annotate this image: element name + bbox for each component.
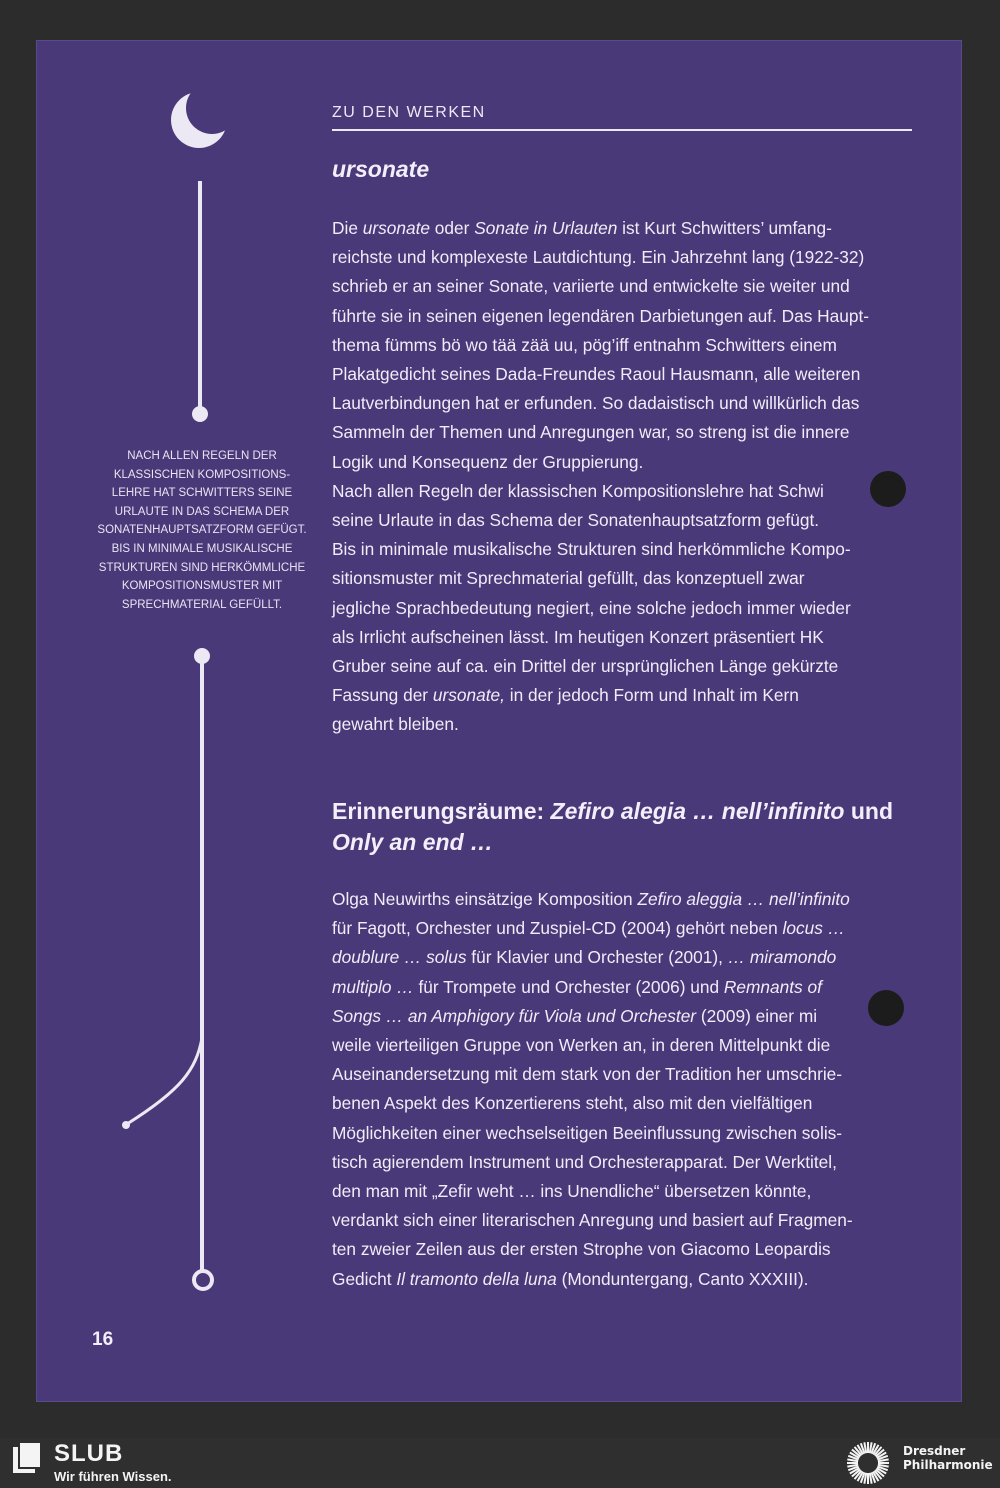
- text-run: den man mit „Zefir weht … ins Unendliche“ übersetzen könnte,: [332, 1181, 812, 1202]
- text-run: ten zweier Zeilen aus der ersten Strophe von Giacomo Leopardis: [332, 1239, 831, 1260]
- italic-text: ursonate,: [432, 685, 505, 706]
- italic-text: multiplo …: [332, 976, 414, 997]
- text-line: [332, 477, 914, 506]
- header-divider: [332, 129, 912, 131]
- crescent-moon-icon: [171, 82, 238, 148]
- text-line: [332, 448, 914, 477]
- footer-bar: [0, 1438, 1000, 1488]
- text-run: Logik und Konsequenz der Gruppierung.: [332, 451, 644, 472]
- timeline-node: [192, 406, 208, 422]
- italic-text: Songs … an Amphigory für Viola und Orchester: [332, 1005, 697, 1026]
- text-run: (2009) einer mi: [696, 1005, 818, 1026]
- text-run: Gruber seine auf ca. ein Drittel der ursprünglichen Länge gekürzte: [332, 656, 839, 677]
- text-run: Lautverbindungen hat er erfunden. So dadaistisch und willkürlich das: [332, 393, 860, 414]
- text-line: [332, 1206, 914, 1235]
- partner-name-line: Philharmonie: [903, 1458, 993, 1472]
- text-run: (Monduntergang, Canto XXXIII).: [556, 1268, 809, 1289]
- text-line: [332, 564, 914, 593]
- italic-text: ursonate: [362, 218, 430, 238]
- text-line: [332, 302, 914, 331]
- text-run: tisch agierendem Instrument und Orchesterapparat. Der Werktitel,: [332, 1151, 837, 1172]
- timeline-end-ring: [194, 1271, 212, 1289]
- ursonate-paragraph: [332, 214, 914, 740]
- text-run: für Trompete und Orchester (2006) und: [413, 976, 724, 997]
- text-run: als Irrlicht aufscheinen lässt. Im heutigen Konzert präsentiert HK: [332, 626, 824, 647]
- text-line: [332, 389, 914, 418]
- italic-text: locus …: [782, 918, 845, 939]
- punch-hole: [868, 990, 904, 1026]
- side-note-line: URLAUTE IN DAS SCHEMA DER: [114, 505, 290, 518]
- text-line: [332, 1031, 914, 1060]
- text-run: jegliche Sprachbedeutung negiert, eine solche jedoch immer wieder: [332, 597, 851, 618]
- text-line: [332, 331, 914, 360]
- text-line: [332, 272, 914, 301]
- text-run: sitionsmuster mit Sprechmaterial gefüllt, das konzeptuell zwar: [332, 568, 805, 589]
- text-run: benen Aspekt des Konzertierens steht, also mit den vielfältigen: [332, 1093, 813, 1114]
- text-run: Bis in minimale musikalische Strukturen sind herkömmliche Kompo-: [332, 539, 851, 560]
- page-number: 16: [92, 1329, 114, 1350]
- text-line: [332, 1177, 914, 1206]
- text-run: oder: [430, 218, 475, 238]
- title-line: [332, 796, 932, 827]
- text-run: gewahrt bleiben.: [332, 714, 459, 735]
- italic-text: Sonate in Urlauten: [474, 218, 618, 238]
- text-line: [332, 594, 914, 623]
- text-run: Olga Neuwirths einsätzige Komposition: [332, 889, 638, 909]
- italic-text: … miramondo: [727, 947, 837, 968]
- text-run: Plakatgedicht seines Dada-Freundes Raoul Hausmann, alle weiteren: [332, 364, 861, 385]
- text-line: [332, 214, 914, 243]
- text-line: [332, 506, 914, 535]
- timeline-branch-node: [122, 1121, 130, 1129]
- side-note-line: KOMPOSITIONSMUSTER MIT: [121, 580, 283, 593]
- italic-text: Il tramonto della luna: [396, 1268, 557, 1289]
- text-line: [332, 1235, 914, 1264]
- partner-name-line: Dresdner: [903, 1444, 966, 1458]
- text-line: [332, 1060, 914, 1089]
- text-run: verdankt sich einer literarischen Anregung und basiert auf Fragmen-: [332, 1210, 853, 1231]
- text-run: seine Urlaute in das Schema der Sonatenhauptsatzform gefügt.: [332, 510, 820, 531]
- text-line: [332, 885, 914, 914]
- text-run: und: [844, 798, 894, 824]
- text-line: [332, 243, 914, 272]
- side-note-line: BIS IN MINIMALE MUSIKALISCHE: [111, 542, 293, 555]
- side-note-line: NACH ALLEN REGELN DER: [127, 450, 277, 462]
- text-run: thema fümms bö wo tää zää uu, pög’iff entnahm Schwitters einem: [332, 334, 837, 355]
- text-line: [332, 710, 914, 739]
- text-line: [332, 914, 914, 943]
- text-line: [332, 1002, 914, 1031]
- book-icon: [12, 1441, 44, 1475]
- text-line: [332, 623, 914, 652]
- text-line: [332, 360, 914, 389]
- italic-text: Remnants of: [723, 976, 822, 997]
- italic-text: doublure … solus: [332, 947, 467, 968]
- text-line: [332, 1089, 914, 1118]
- text-run: Die: [332, 218, 363, 238]
- text-run: reichste und komplexeste Lautdichtung. Ein Jahrzehnt lang (1922-32): [332, 247, 865, 268]
- text-line: [332, 1148, 914, 1177]
- section-label: ZU DEN WERKEN: [332, 104, 486, 121]
- partner-name: [903, 1444, 993, 1472]
- text-line: [332, 535, 914, 564]
- text-run: für Klavier und Orchester (2001),: [466, 947, 728, 968]
- library-name: SLUB: [54, 1440, 124, 1467]
- side-note-quote: [84, 447, 320, 614]
- punch-hole: [870, 471, 906, 507]
- library-tagline: Wir führen Wissen.: [54, 1469, 172, 1484]
- philharmonie-logo-icon: [840, 1440, 896, 1486]
- text-line: [332, 652, 914, 681]
- text-run: Sammeln der Themen und Anregungen war, so streng ist die innere: [332, 422, 850, 443]
- text-run: führte sie in seinen eigenen legendären Darbietungen auf. Das Haupt-: [332, 305, 870, 326]
- section-title-erinnerungsraeume: [332, 796, 932, 858]
- italic-text: Zefiro aleggia … nell’infinito: [637, 889, 850, 909]
- text-run: Nach allen Regeln der klassischen Kompositionslehre hat Schwi: [332, 480, 824, 501]
- text-run: Erinnerungsräume:: [332, 798, 551, 824]
- side-note-line: SONATENHAUPTSATZFORM GEFÜGT.: [97, 524, 307, 537]
- timeline-branch: [127, 1038, 202, 1124]
- text-run: in der jedoch Form und Inhalt im Kern: [504, 685, 799, 706]
- text-run: Möglichkeiten einer wechselseitigen Beeinflussung zwischen solis-: [332, 1122, 843, 1143]
- text-run: weile vierteiligen Gruppe von Werken an, in deren Mittelpunkt die: [332, 1035, 831, 1056]
- italic-text: Only an end …: [332, 829, 494, 855]
- text-run: Gedicht: [332, 1268, 397, 1289]
- text-line: [332, 973, 914, 1002]
- zefiro-paragraph: [332, 885, 914, 1294]
- side-note-line: KLASSISCHEN KOMPOSITIONS-: [113, 468, 291, 481]
- title-line: [332, 827, 932, 858]
- text-line: [332, 681, 914, 710]
- text-run: Auseinandersetzung mit dem stark von der Tradition her umschrie-: [332, 1064, 843, 1085]
- text-run: schrieb er an seiner Sonate, variierte und entwickelte sie weiter und: [332, 276, 850, 297]
- italic-text: Zefiro alegia … nell’infinito: [550, 798, 845, 824]
- program-page: [36, 40, 962, 1402]
- side-note-line: LEHRE HAT SCHWITTERS SEINE: [111, 487, 293, 500]
- moon-timeline-illustration: [36, 40, 336, 1402]
- text-line: [332, 1119, 914, 1148]
- text-run: für Fagott, Orchester und Zuspiel-CD (2004) gehört neben: [332, 918, 783, 939]
- text-run: Fassung der: [332, 685, 433, 706]
- side-note-line: STRUKTUREN SIND HERKÖMMLICHE: [98, 561, 306, 574]
- text-line: [332, 943, 914, 972]
- text-line: [332, 418, 914, 447]
- side-note-line: SPRECHMATERIAL GEFÜLLT.: [121, 598, 283, 611]
- text-run: ist Kurt Schwitters’ umfang-: [617, 218, 832, 238]
- section-title-ursonate: ursonate: [332, 156, 430, 182]
- text-line: [332, 1265, 914, 1294]
